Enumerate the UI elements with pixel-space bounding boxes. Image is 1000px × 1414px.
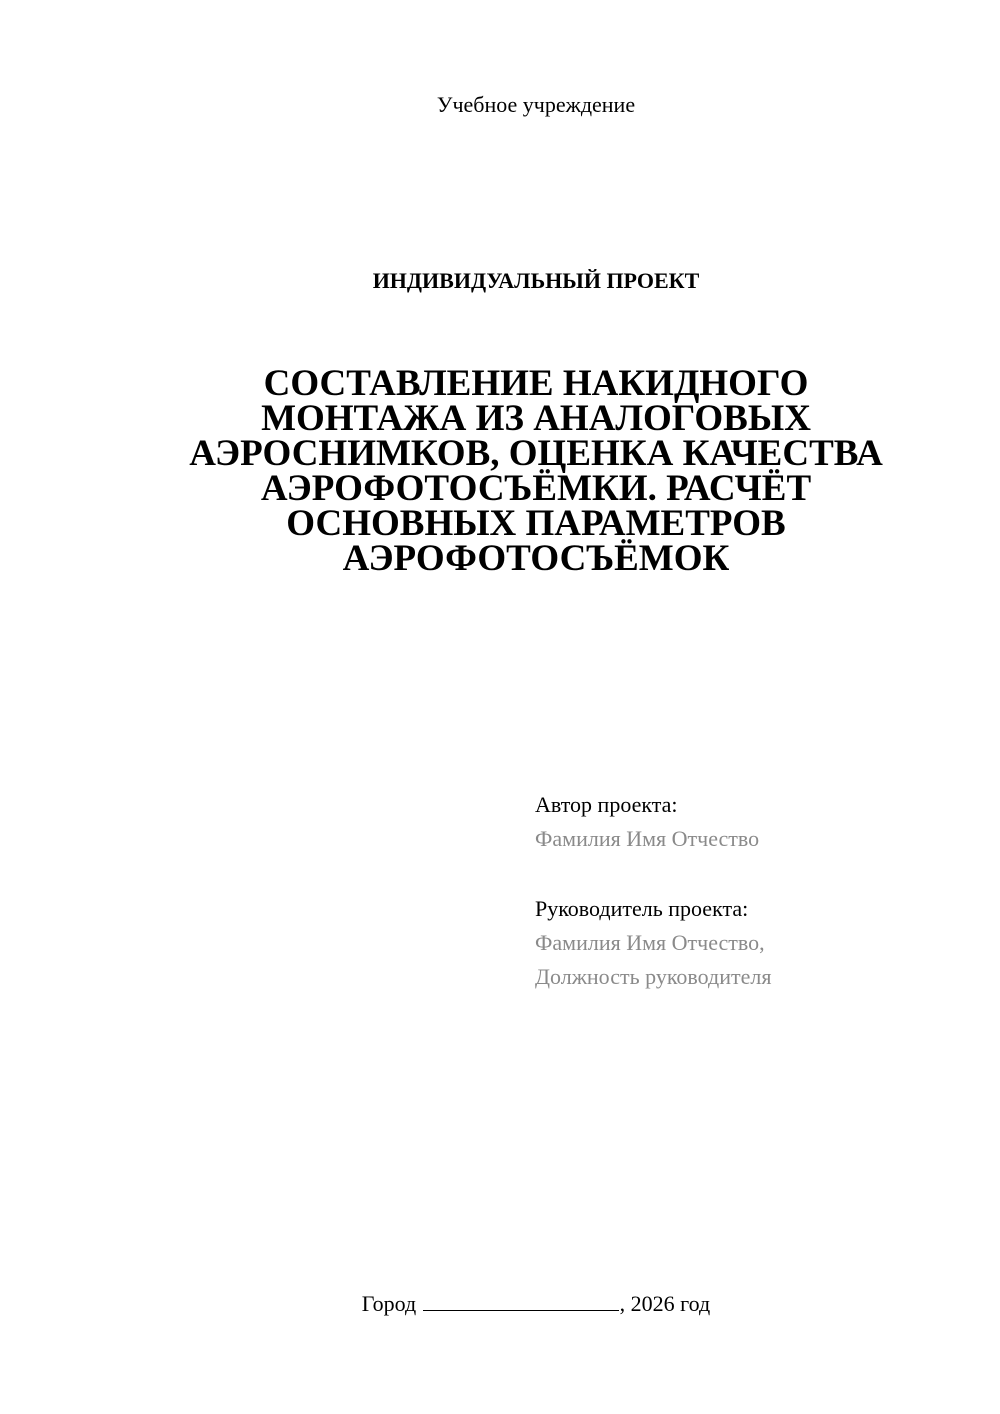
spacer [535, 856, 975, 892]
supervisor-label: Руководитель проекта: [535, 896, 749, 921]
people-block [535, 788, 975, 994]
footer-city-year [0, 1290, 1000, 1317]
city-label: Город [361, 1291, 417, 1316]
year-label: , 2026 год [619, 1291, 711, 1316]
title-line: МОНТАЖА ИЗ АНАЛОГОВЫХ [261, 398, 811, 439]
author-label: Автор проекта: [535, 792, 678, 817]
project-title [150, 363, 922, 579]
institution-name: Учебное учреждение [436, 92, 636, 117]
author-name: Фамилия Имя Отчество [535, 826, 760, 851]
supervisor-position: Должность руководителя [535, 964, 772, 989]
project-type: ИНДИВИДУАЛЬНЫЙ ПРОЕКТ [372, 268, 700, 293]
title-line: СОСТАВЛЕНИЕ НАКИДНОГО [263, 363, 809, 404]
title-line: АЭРОФОТОСЪЁМОК [342, 538, 730, 579]
title-line: АЭРОФОТОСЪЁМКИ. РАСЧЁТ [260, 468, 812, 509]
city-blank-line [423, 1290, 619, 1311]
supervisor-name: Фамилия Имя Отчество, [535, 930, 765, 955]
title-line: АЭРОСНИМКОВ, ОЦЕНКА КАЧЕСТВА [189, 433, 883, 474]
title-line: ОСНОВНЫХ ПАРАМЕТРОВ [286, 503, 786, 544]
